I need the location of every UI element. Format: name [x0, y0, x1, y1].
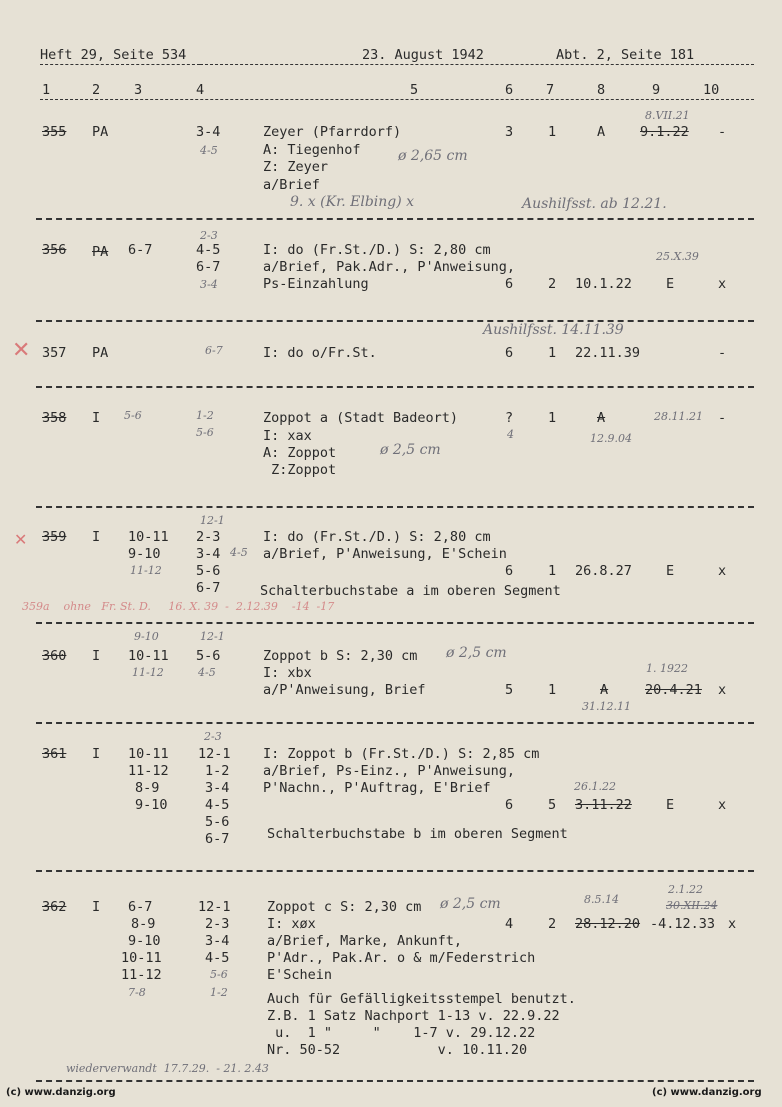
entry-line: I: xax	[263, 428, 312, 444]
entry-type: I	[92, 648, 101, 664]
entry-col7: 2	[548, 276, 557, 292]
cross-mark-icon: ✕	[14, 530, 28, 549]
entry-line: I: Zoppot b (Fr.St./D.) S: 2,85 cm	[263, 746, 540, 762]
entry-note: Schalterbuchstabe a im oberen Segment	[260, 583, 561, 599]
entry-col4: 6-7	[205, 831, 230, 847]
col-10: 10	[703, 82, 720, 98]
handwritten-note: 1-2	[196, 409, 214, 422]
entry-line: I: do (Fr.St./D.) S: 2,80 cm	[263, 529, 491, 545]
handwritten-subentry: 359a ohne Fr. St. D. 16. X. 39 - 2.12.39 -14 -17	[22, 600, 335, 613]
handwritten-note: 4-5	[230, 546, 248, 559]
handwritten-date: 12.9.04	[590, 432, 632, 445]
entry-col8: 26.8.27	[575, 563, 632, 579]
entry-col9: E	[666, 797, 675, 813]
entry-line: a/Brief, Ps-Einz., P'Anweisung,	[263, 763, 515, 779]
entry-line: a/Brief, P'Anweisung, E'Schein	[263, 546, 507, 562]
entry-type: I	[92, 899, 101, 915]
entry-col6: 6	[505, 276, 514, 292]
handwritten-date: 8.5.14	[584, 893, 619, 906]
entry-type: PA	[92, 345, 109, 361]
entry-col7: 1	[548, 124, 557, 140]
handwritten-note: 4	[507, 428, 514, 441]
col-9: 9	[652, 82, 661, 98]
col-2: 2	[92, 82, 101, 98]
entry-number: 357	[42, 345, 67, 361]
entry-col3: 9-10	[135, 797, 168, 813]
entry-type: I	[92, 410, 101, 426]
entry-line: a/Brief, Marke, Ankunft,	[267, 933, 463, 949]
entry-col10: x	[718, 682, 727, 698]
entry-col7: 1	[548, 345, 557, 361]
entry-number: 358	[42, 410, 67, 426]
entry-col4: 5-6	[196, 563, 221, 579]
handwritten-note: 12-1	[200, 630, 225, 643]
header-section: Abt. 2, Seite 181	[556, 47, 695, 63]
entry-col7: 5	[548, 797, 557, 813]
entry-line: Zoppot c S: 2,30 cm	[267, 899, 422, 915]
handwritten-note: 2-3	[200, 229, 218, 242]
entry-separator	[36, 320, 754, 322]
entry-col10: -	[718, 124, 727, 140]
entry-col3: 9-10	[128, 933, 161, 949]
entry-number: 362	[42, 899, 67, 915]
handwritten-date: 31.12.11	[582, 700, 631, 713]
entry-col4: 4-5	[205, 797, 230, 813]
handwritten-note: 9-10	[134, 630, 159, 643]
footer-copyright-right: (c) www.danzig.org	[652, 1087, 762, 1098]
handwritten-date: 25.X.39	[656, 250, 699, 263]
handwritten-size: ø 2,65 cm	[398, 148, 468, 164]
entry-col10: x	[718, 797, 727, 813]
entry-col3: 10-11	[128, 648, 169, 664]
handwritten-note: 5-6	[196, 426, 214, 439]
entry-col6: 3	[505, 124, 514, 140]
entry-col3: 11-12	[128, 763, 169, 779]
entry-col4: 1-2	[205, 763, 230, 779]
entry-col6: 6	[505, 797, 514, 813]
handwritten-note: Aushilfsst. 14.11.39	[483, 322, 624, 338]
handwritten-size: ø 2,5 cm	[440, 896, 501, 912]
entry-line: A: Tiegenhof	[263, 142, 361, 158]
entry-col3: 6-7	[128, 242, 153, 258]
entry-col10: x	[718, 563, 727, 579]
entry-col4: 3-4	[196, 124, 221, 140]
handwritten-size: ø 2,5 cm	[380, 442, 441, 458]
footer-copyright-left: (c) www.danzig.org	[6, 1087, 116, 1098]
handwritten-date: 28.11.21	[654, 410, 703, 423]
entry-col4: 12-1	[198, 746, 231, 762]
entry-col8: A	[597, 410, 606, 426]
handwritten-note: 5-6	[124, 409, 142, 422]
handwritten-note: 4-5	[200, 144, 218, 157]
col-3: 3	[134, 82, 143, 98]
entry-line: Z:Zoppot	[263, 462, 337, 478]
entry-separator	[36, 506, 754, 508]
entry-col4: 3-4	[205, 780, 230, 796]
entry-col7: 2	[548, 916, 557, 932]
entry-line: P'Nachn., P'Auftrag, E'Brief	[263, 780, 491, 796]
entry-col8: A	[600, 682, 609, 698]
entry-line: Zoppot a (Stadt Badeort)	[263, 410, 459, 426]
entry-col4: 3-4	[196, 546, 221, 562]
handwritten-note: 12-1	[200, 514, 225, 527]
cross-mark-icon: ✕	[12, 338, 31, 363]
col-8: 8	[597, 82, 606, 98]
handwritten-note: 11-12	[132, 666, 164, 679]
entry-separator	[36, 622, 754, 624]
entry-col8: 22.11.39	[575, 345, 641, 361]
entry-line: P'Adr., Pak.Ar. o & m/Federstrich	[267, 950, 536, 966]
handwritten-note: 9. x (Kr. Elbing) x	[290, 194, 415, 210]
entry-type: PA	[92, 124, 109, 140]
entry-col6: 4	[505, 916, 514, 932]
handwritten-note: 4-5	[198, 666, 216, 679]
entry-col4: 12-1	[198, 899, 231, 915]
entry-separator	[36, 1080, 754, 1082]
entry-col8: A	[597, 124, 606, 140]
col-6: 6	[505, 82, 514, 98]
handwritten-size: ø 2,5 cm	[446, 645, 507, 661]
entry-col4: 4-5	[205, 950, 230, 966]
entry-col3: 10-11	[121, 950, 162, 966]
entry-separator	[36, 722, 754, 724]
entry-number: 355	[42, 124, 67, 140]
entry-col6: 6	[505, 345, 514, 361]
handwritten-note: wiederverwandt 17.7.29. - 21. 2.43	[66, 1062, 269, 1075]
entry-line: I: xbx	[263, 665, 312, 681]
entry-col6: 6	[505, 563, 514, 579]
header-underline	[40, 64, 200, 65]
col-4: 4	[196, 82, 205, 98]
entry-separator	[36, 218, 754, 220]
entry-col8: 28.12.20	[575, 916, 641, 932]
columns-underline	[40, 99, 754, 100]
entry-type: I	[92, 746, 101, 762]
col-1: 1	[42, 82, 51, 98]
handwritten-note: Aushilfsst. ab 12.21.	[522, 196, 667, 212]
handwritten-date: 1. 1922	[646, 662, 688, 675]
entry-col8: 10.1.22	[575, 276, 632, 292]
entry-col4: 2-3	[196, 529, 221, 545]
entry-extra: Auch für Gefälligkeitsstempel benutzt.	[267, 991, 576, 1007]
entry-col3: 9-10	[128, 546, 161, 562]
entry-col8: 3.11.22	[575, 797, 632, 813]
entry-line: Z: Zeyer	[263, 159, 329, 175]
entry-number: 361	[42, 746, 67, 762]
entry-col3: 11-12	[121, 967, 162, 983]
entry-col3: 8-9	[131, 916, 156, 932]
entry-type: I	[92, 529, 101, 545]
entry-col4: 2-3	[205, 916, 230, 932]
entry-col9: E	[666, 276, 675, 292]
entry-line: a/P'Anweisung, Brief	[263, 682, 426, 698]
entry-line: Zoppot b S: 2,30 cm	[263, 648, 418, 664]
entry-note: Schalterbuchstabe b im oberen Segment	[267, 826, 568, 842]
col-5: 5	[410, 82, 419, 98]
entry-number: 360	[42, 648, 67, 664]
entry-col3: 10-11	[128, 529, 169, 545]
entry-col10: -	[718, 410, 727, 426]
entry-number: 356	[42, 242, 67, 258]
handwritten-note: 6-7	[205, 344, 223, 357]
entry-line: I: xøx	[267, 916, 316, 932]
entry-col6: ?	[505, 410, 514, 426]
handwritten-note: 5-6	[210, 968, 228, 981]
entry-col10: x	[728, 916, 737, 932]
handwritten-note: 11-12	[130, 564, 162, 577]
entry-line: Zeyer (Pfarrdorf)	[263, 124, 402, 140]
entry-col4: 3-4	[205, 933, 230, 949]
entry-line: I: do o/Fr.St.	[263, 345, 377, 361]
entry-line: a/Brief, Pak.Adr., P'Anweisung,	[263, 259, 515, 275]
entry-col7: 1	[548, 682, 557, 698]
entry-col7: 1	[548, 410, 557, 426]
entry-col6: 5	[505, 682, 514, 698]
entry-col10: -	[718, 345, 727, 361]
handwritten-date: 26.1.22	[574, 780, 616, 793]
entry-col9: E	[666, 563, 675, 579]
entry-col9: 20.4.21	[645, 682, 702, 698]
entry-col9: 9.1.22	[640, 124, 689, 140]
handwritten-note: 2-3	[204, 730, 222, 743]
entry-col10: x	[718, 276, 727, 292]
header-issue: Heft 29, Seite 534	[40, 47, 187, 63]
handwritten-date: 2.1.22	[668, 883, 703, 896]
handwritten-date: 30.XII.24	[666, 899, 718, 912]
entry-col4: 6-7	[196, 259, 221, 275]
entry-col4: 6-7	[196, 580, 221, 596]
entry-col9: -4.12.33	[650, 916, 716, 932]
handwritten-note: 1-2	[210, 986, 228, 999]
entry-line: Ps-Einzahlung	[263, 276, 369, 292]
entry-line: E'Schein	[267, 967, 333, 983]
entry-separator	[36, 386, 754, 388]
handwritten-note: 3-4	[200, 278, 218, 291]
entry-extra: Z.B. 1 Satz Nachport 1-13 v. 22.9.22	[267, 1008, 560, 1024]
header-date: 23. August 1942	[362, 47, 484, 63]
entry-col3: 10-11	[128, 746, 169, 762]
entry-col4: 4-5	[196, 242, 221, 258]
handwritten-date: 8.VII.21	[645, 109, 690, 122]
header-underline-2	[200, 64, 754, 65]
entry-type: PA	[92, 244, 109, 260]
entry-extra: u. 1 " " 1-7 v. 29.12.22	[267, 1025, 536, 1041]
entry-col4: 5-6	[205, 814, 230, 830]
entry-col3: 6-7	[128, 899, 153, 915]
entry-extra: Nr. 50-52 v. 10.11.20	[267, 1042, 528, 1058]
entry-line: a/Brief	[263, 177, 320, 193]
entry-line: I: do (Fr.St./D.) S: 2,80 cm	[263, 242, 491, 258]
entry-col7: 1	[548, 563, 557, 579]
entry-number: 359	[42, 529, 67, 545]
handwritten-note: 7-8	[128, 986, 146, 999]
col-7: 7	[546, 82, 555, 98]
entry-col4: 5-6	[196, 648, 221, 664]
entry-line: A: Zoppot	[263, 445, 337, 461]
entry-separator	[36, 870, 754, 872]
entry-col3: 8-9	[135, 780, 160, 796]
